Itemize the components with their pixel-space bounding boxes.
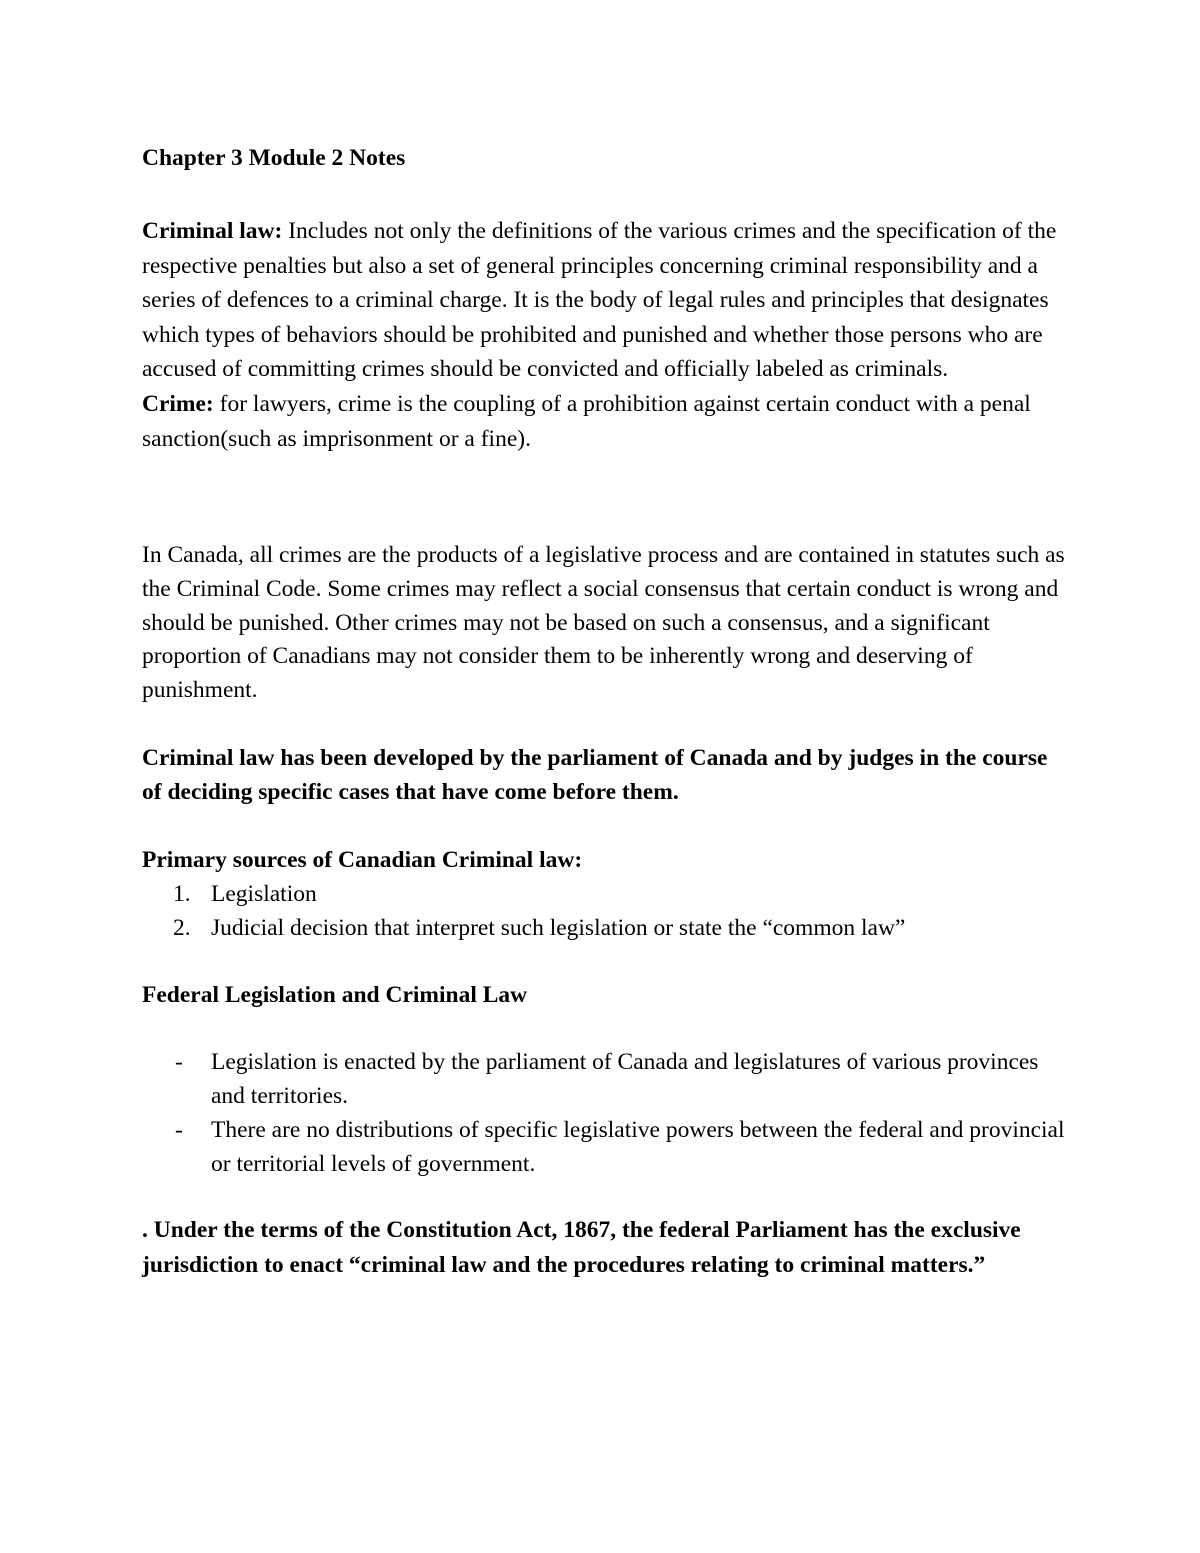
crime-term: Crime: [142,390,214,417]
list-item-text: There are no distributions of specific legislative powers between the federal and provincial or territorial levels of government. [211,1117,1065,1177]
primary-sources-heading: Primary sources of Canadian Criminal law: [142,847,583,873]
list-item [142,1113,1072,1181]
list-dash: - [175,1117,183,1143]
list-item [142,1045,1072,1113]
federal-list [142,1045,1072,1181]
list-item [142,911,1072,945]
developed-paragraph: Criminal law has been developed by the parliament of Canada and by judges in the course of deciding specific cases that have come before them. [142,745,1048,805]
list-dash: - [175,1049,183,1075]
criminal-law-term: Criminal law: [142,218,283,244]
list-item [142,877,1072,911]
definitions-paragraph [142,214,1072,456]
federal-heading: Federal Legislation and Criminal Law [142,982,528,1008]
crime-text: for lawyers, crime is the coupling of a prohibition against certain conduct with a penal sanction(such as imprisonment or a fine). [142,390,1031,452]
list-item-text: Legislation is enacted by the parliament of Canada and legislatures of various provinces and territories. [211,1049,1039,1109]
list-item-text: Legislation [211,881,317,907]
criminal-law-definition [142,218,1056,382]
criminal-law-text: Includes not only the definitions of the various crimes and the specification of the respective penalties but also a set of general principles concerning criminal responsibility and a series of defences to a criminal charge. It is the body of legal rules and principles that designates which types of behaviors should be prohibited and punished and whether those persons who are accused of committing crimes should be convicted and officially labeled as criminals. [142,218,1057,383]
canada-paragraph: In Canada, all crimes are the products of a legislative process and are contained in statutes such as the Criminal Code. Some crimes may reflect a social consensus that certain conduct is wrong and should be punished. Other crimes may not be based on such a consensus, and a significant proportion of Canadians may not consider them to be inherently wrong and deserving of punishment. [142,542,1065,704]
list-number: 1. [173,881,191,907]
page-title: Chapter 3 Module 2 Notes [142,145,406,171]
constitution-paragraph: . Under the terms of the Constitution Act, 1867, the federal Parliament has the exclusive jurisdiction to enact “criminal law and the procedures relating to criminal matters.” [142,1217,1021,1278]
crime-definition [142,391,1031,452]
primary-sources-list [142,877,1072,945]
list-item-text: Judicial decision that interpret such legislation or state the “common law” [211,915,906,941]
list-number: 2. [173,915,191,941]
